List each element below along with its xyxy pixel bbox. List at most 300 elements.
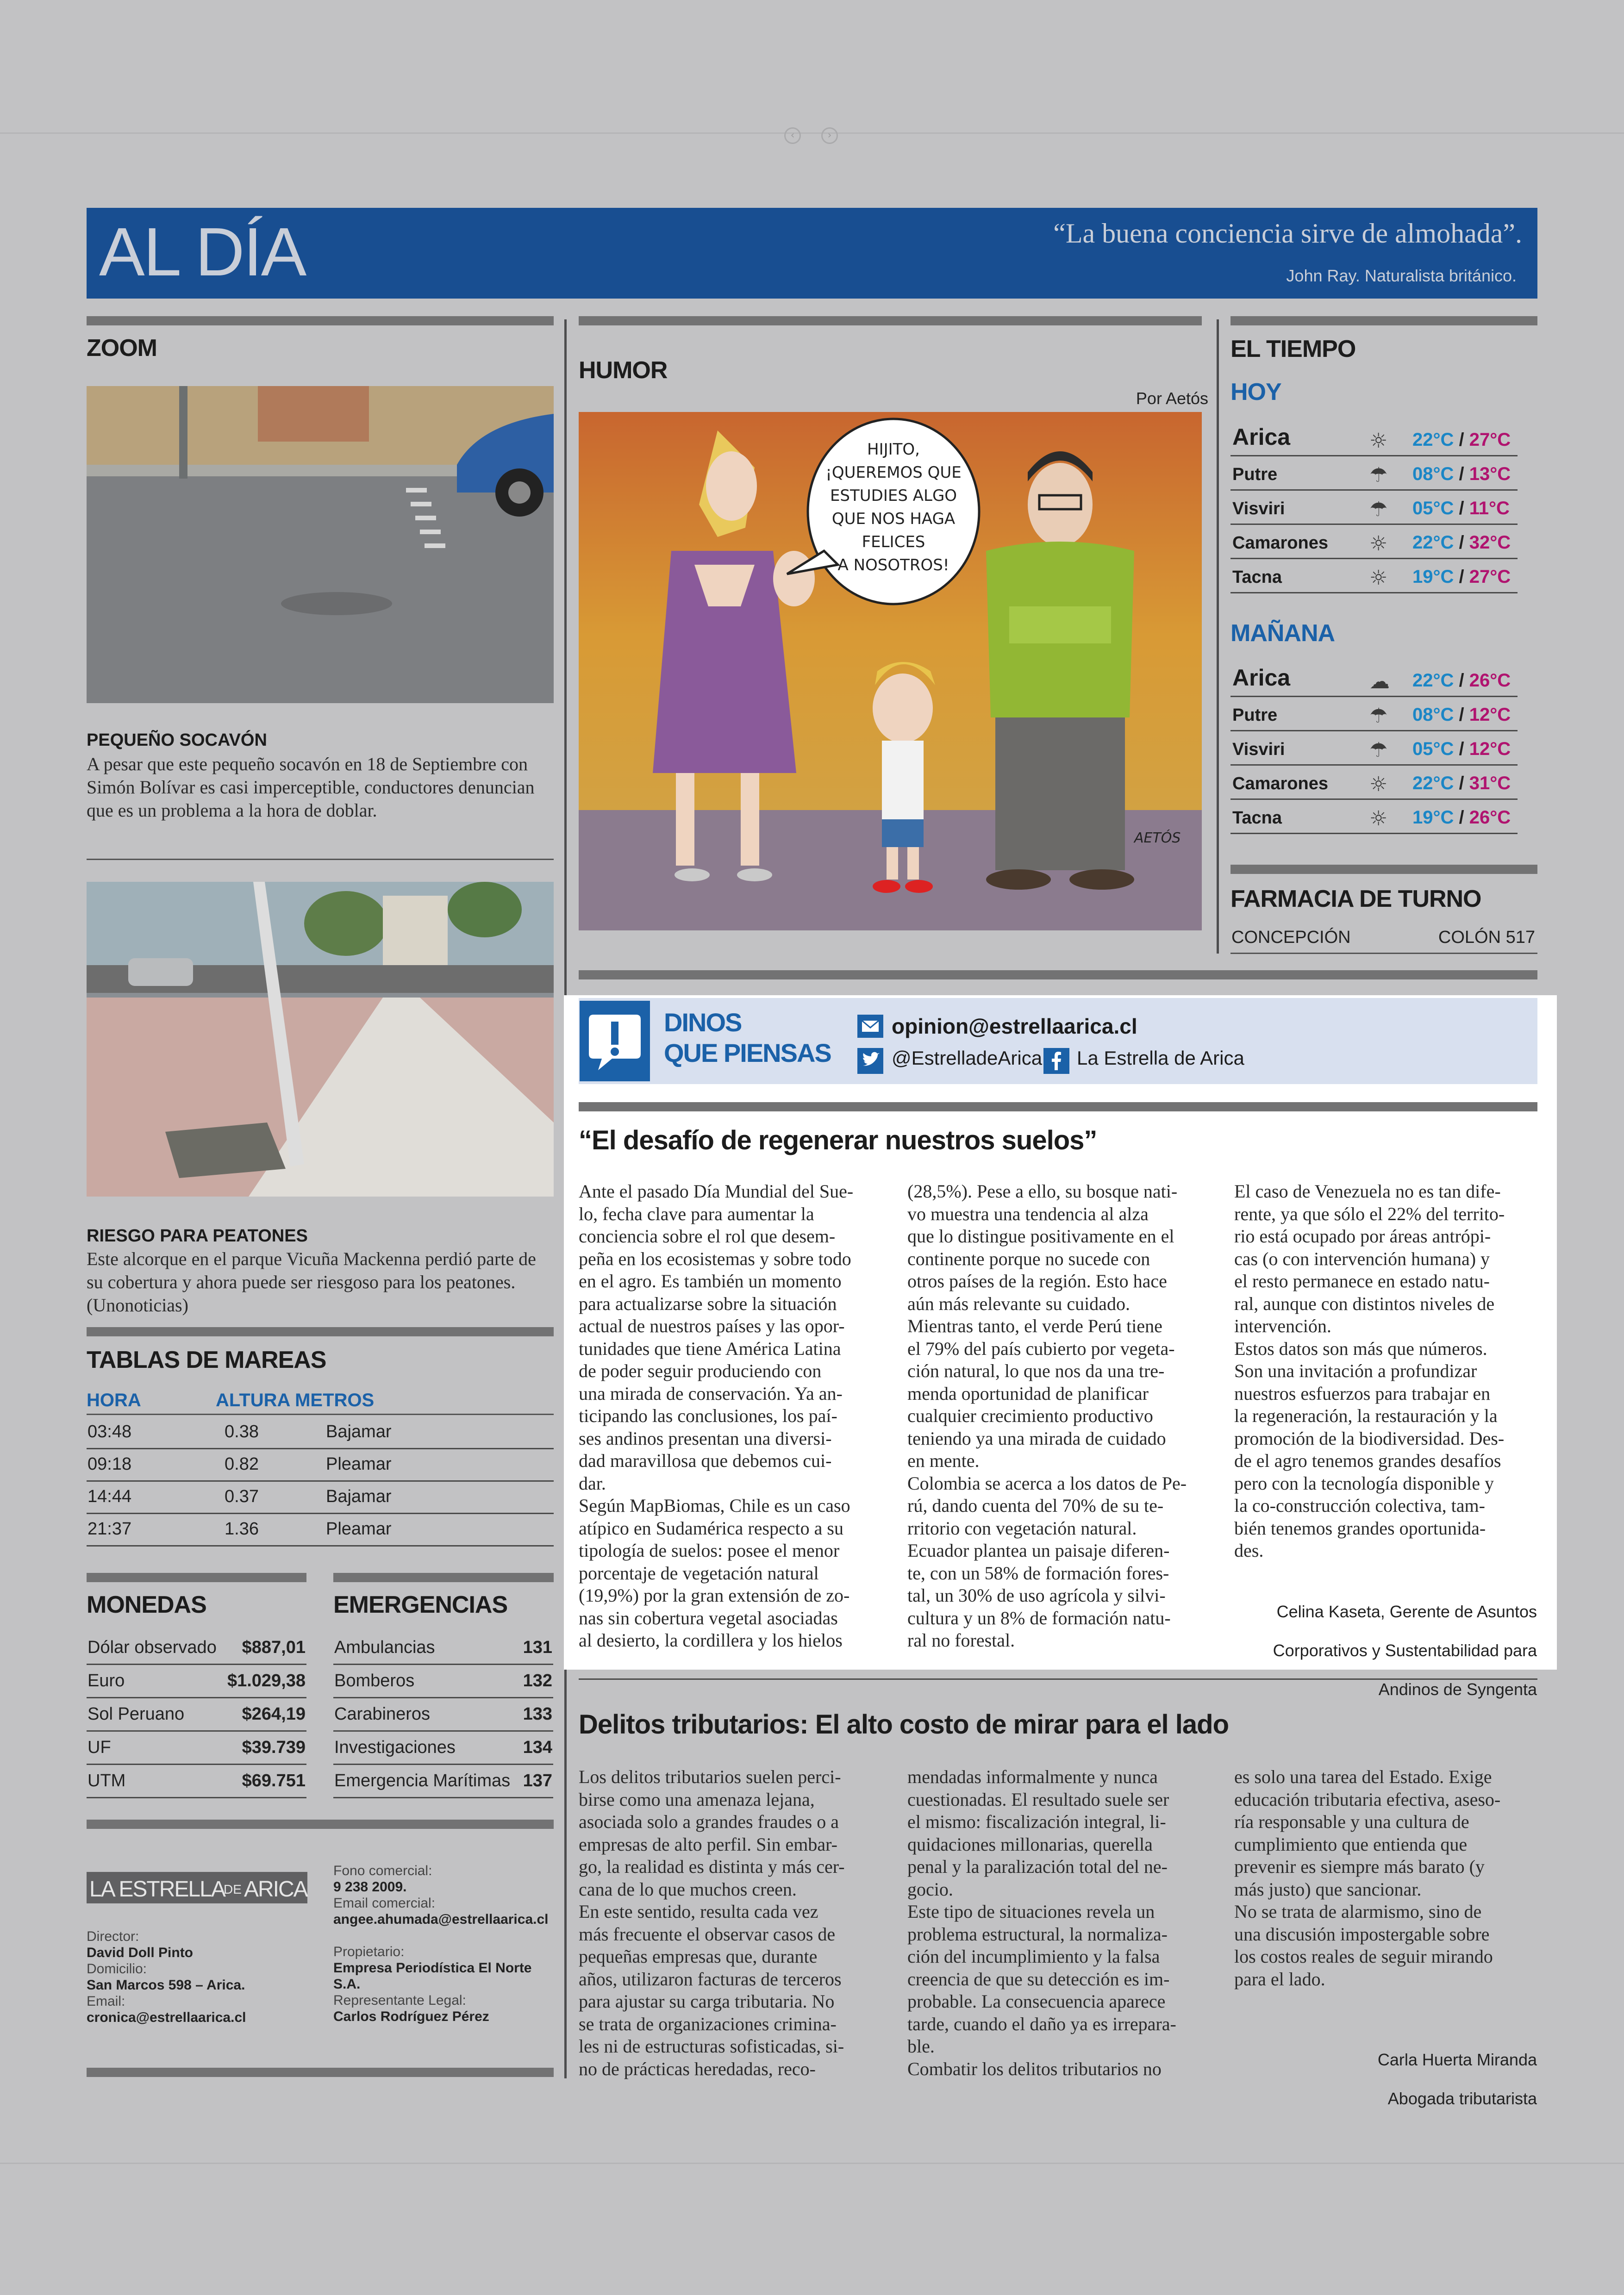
temp-max: 26°C: [1469, 807, 1511, 828]
text-line: dad maravillosa que debemos cui-: [579, 1450, 832, 1471]
city-name: Arica: [1232, 424, 1291, 450]
prev-page-icon[interactable]: ‹: [784, 127, 801, 144]
opinion1-column-3: [1234, 1180, 1540, 1562]
temp-separator: /: [1454, 739, 1469, 759]
text-line: el 79% del país cubierto por vegeta-: [907, 1338, 1175, 1359]
text-line: ticipando las conclusiones, los paí-: [579, 1405, 837, 1426]
text-line: la regeneración, la restauración y la: [1234, 1405, 1498, 1426]
tide-row: [87, 1513, 554, 1547]
storm-icon: ☂: [1369, 463, 1388, 487]
text-line: actual de nuestros países y las opor-: [579, 1316, 845, 1336]
section-rule: [1230, 316, 1537, 325]
text-line: En este sentido, resulta cada vez: [579, 1901, 818, 1922]
row-value: 132: [523, 1671, 552, 1690]
fono-value: 9 238 2009.: [333, 1879, 407, 1895]
text-line: peña en los ecosistemas y sobre todo: [579, 1248, 851, 1269]
text-line: gocio.: [907, 1878, 953, 1900]
feedback-title-line2: QUE PIENSAS: [664, 1038, 831, 1067]
photo2-caption: Este alcorque en el parque Vicuña Mackenna perdió parte de su cobertura y ahora puede ser riesgoso para los peatones. (Unonoticias): [87, 1248, 536, 1316]
text-line: más justo) que sancionar.: [1234, 1878, 1422, 1900]
header-quote-author: John Ray. Naturalista británico.: [1286, 266, 1517, 285]
text-line: rritorio con vegetación natural.: [907, 1517, 1137, 1539]
text-line: conciencia sobre el rol que desem-: [579, 1226, 836, 1247]
bubble-line: ESTUDIES ALGO: [830, 486, 957, 505]
text-line: penal y la paralización total del ne-: [907, 1856, 1168, 1877]
text-line: al desierto, la cordillera y los hielos: [579, 1630, 843, 1651]
director-name: David Doll Pinto: [87, 1945, 194, 1960]
temp-max: 11°C: [1469, 498, 1510, 518]
propietario-label: Propietario:: [333, 1944, 405, 1959]
row-value: 134: [523, 1738, 552, 1757]
opinion1-column-1: [579, 1180, 884, 1652]
section-rule: [87, 316, 554, 325]
text-line: lo, fecha clave para aumentar la: [579, 1203, 814, 1224]
temp-min: 05°C: [1412, 498, 1454, 518]
temp-separator: /: [1454, 773, 1469, 793]
tide-height: 0.82: [225, 1454, 259, 1474]
table-row: [87, 1697, 306, 1732]
weather-row: [1230, 798, 1518, 834]
text-line: tal, un 30% de uso agrícola y silvi-: [907, 1585, 1166, 1606]
section-rule: [579, 316, 1202, 325]
temp-max: 13°C: [1469, 464, 1511, 484]
text-line: problema estructural, la normaliza-: [907, 1923, 1168, 1945]
row-label: Bomberos: [334, 1671, 415, 1690]
text-line: otros países de la región. Esto hace: [907, 1271, 1167, 1291]
temperature-range: [1412, 430, 1511, 450]
humor-author: Por Aetós: [1136, 389, 1208, 408]
feedback-title-line1: DINOS: [664, 1008, 742, 1037]
text-line: para el lado.: [1234, 1968, 1325, 1989]
signature-line: Andinos de Syngenta: [1378, 1680, 1537, 1699]
tides-col-altura: ALTURA METROS: [216, 1390, 375, 1410]
weather-title: EL TIEMPO: [1230, 336, 1356, 362]
opinion2-signature: [1213, 2032, 1537, 2127]
header-quote: “La buena conciencia sirve de almohada”.: [1053, 218, 1522, 249]
text-line: cuestionadas. El resultado suele ser: [907, 1789, 1169, 1810]
weather-row: [1230, 696, 1518, 731]
text-line: aún más relevante su cuidado.: [907, 1293, 1130, 1314]
text-line: teniendo ya una mirada de cuidado: [907, 1428, 1166, 1449]
tide-time: 14:44: [87, 1487, 132, 1506]
text-line: promoción de la biodiversidad. Des-: [1234, 1428, 1505, 1449]
cartoon-signature: AETÓS: [1134, 830, 1181, 846]
text-line: Según MapBiomas, Chile es un caso: [579, 1495, 850, 1516]
logo-text-a: LA ESTRELLA: [89, 1877, 225, 1902]
masthead-left: [87, 1928, 309, 2026]
logo-text-de: DE: [224, 1882, 242, 1896]
text-line: el mismo: fiscalización integral, li-: [907, 1811, 1166, 1832]
sun-cloud-icon: ☼: [1369, 429, 1388, 453]
humor-title: HUMOR: [579, 357, 668, 384]
weather-row: [1230, 489, 1518, 525]
text-line: ral, aunque con distintos niveles de: [1234, 1293, 1495, 1314]
temp-max: 31°C: [1469, 773, 1511, 793]
text-line: cualquier crecimiento productivo: [907, 1405, 1153, 1426]
city-name: Visviri: [1232, 740, 1285, 759]
emergencias-title: EMERGENCIAS: [333, 1591, 508, 1618]
text-line: Colombia se acerca a los datos de Pe-: [907, 1472, 1187, 1494]
table-row: [87, 1664, 306, 1698]
opinion2-column-1: [579, 1766, 884, 2080]
table-row: [87, 1764, 306, 1798]
opinion1-column-2: [907, 1180, 1213, 1652]
pothole-photo: [87, 386, 554, 703]
signature-line: Corporativos y Sustentabilidad para: [1273, 1641, 1537, 1660]
row-value: $1.029,38: [227, 1671, 306, 1690]
mail-icon: [857, 1015, 883, 1038]
row-label: Sol Peruano: [87, 1704, 185, 1724]
exclamation-icon: [580, 1001, 650, 1081]
feedback-facebook[interactable]: La Estrella de Arica: [1077, 1047, 1244, 1069]
table-row: [333, 1630, 553, 1665]
tide-row: [87, 1480, 554, 1514]
text-line: no de prácticas heredadas, reco-: [579, 2058, 816, 2079]
representante-value: Carlos Rodríguez Pérez: [333, 2009, 489, 2024]
temperature-range: [1412, 773, 1511, 794]
pharmacy-address: COLÓN 517: [1438, 928, 1535, 947]
opinion2-title: Delitos tributarios: El alto costo de mirar para el lado: [579, 1709, 1229, 1740]
tides-title: TABLAS DE MAREAS: [87, 1347, 326, 1373]
photo1-caption: A pesar que este pequeño socavón en 18 de Septiembre con Simón Bolívar es casi imperceptible, conductores denuncian que es un problema a la hora de doblar.: [87, 754, 535, 821]
signature-line: Celina Kaseta, Gerente de Asuntos: [1276, 1602, 1537, 1621]
bubble-line: A NOSOTROS!: [837, 556, 949, 574]
facebook-icon: [1043, 1048, 1069, 1074]
text-line: Ecuador plantea un paisaje diferen-: [907, 1540, 1170, 1561]
text-line: una mirada de conservación. Ya an-: [579, 1383, 843, 1404]
temp-min: 08°C: [1412, 705, 1454, 725]
weather-row: [1230, 660, 1518, 697]
text-line: rio está ocupado por áreas antrópi-: [1234, 1226, 1491, 1247]
row-value: 131: [523, 1638, 552, 1657]
section-rule: [87, 1327, 554, 1336]
text-line: nuestros esfuerzos para trabajar en: [1234, 1383, 1491, 1404]
email-com-value[interactable]: angee.ahumada@estrellaarica.cl: [333, 1912, 549, 1927]
row-label: UF: [87, 1738, 111, 1757]
representante-label: Representante Legal:: [333, 1993, 466, 2008]
text-line: ral no forestal.: [907, 1630, 1015, 1651]
text-line: mendadas informalmente y nunca: [907, 1766, 1158, 1787]
temp-min: 22°C: [1412, 773, 1454, 793]
newspaper-logo: [87, 1872, 307, 1903]
cartoon: [579, 412, 1202, 930]
text-line: cana de lo que muchos creen.: [579, 1878, 797, 1900]
domicilio-label: Domicilio:: [87, 1961, 147, 1977]
text-line: porcentaje de vegetación natural: [579, 1562, 819, 1584]
row-value: $887,01: [242, 1638, 306, 1657]
divider: [1230, 953, 1537, 954]
signature-line: Abogada tributarista: [1387, 2089, 1537, 2108]
weather-tomorrow-label: MAÑANA: [1230, 620, 1335, 647]
text-line: ción natural, lo que nos da una tre-: [907, 1360, 1165, 1381]
temp-max: 12°C: [1469, 739, 1511, 759]
text-line: en el agro. Es también un momento: [579, 1271, 842, 1291]
temp-min: 19°C: [1412, 807, 1454, 828]
text-line: te, con un 58% de formación fores-: [907, 1562, 1169, 1584]
text-line: tarde, cuando el daño ya es irrepara-: [907, 2013, 1176, 2034]
text-line: prevenir es siempre más barato (y: [1234, 1856, 1485, 1877]
zoom-title: ZOOM: [87, 335, 157, 362]
photo1-caption-title: PEQUEÑO SOCAVÓN: [87, 730, 267, 750]
tide-type: Bajamar: [326, 1422, 392, 1441]
text-line: rente, ya que sólo el 22% del territo-: [1234, 1203, 1505, 1224]
text-line: para ajustar su carga tributaria. No: [579, 1991, 835, 2012]
row-value: $264,19: [242, 1704, 306, 1724]
sun-cloud-icon: ☼: [1369, 532, 1388, 555]
weather-row: [1230, 455, 1518, 491]
text-line: de poder seguir produciendo con: [579, 1360, 822, 1381]
weather-row: [1230, 730, 1518, 766]
text-line: go, la realidad es distinta y más cer-: [579, 1856, 845, 1877]
text-line: tipología de suelos: posee el menor: [579, 1540, 840, 1561]
divider: [579, 1678, 1537, 1680]
sun-cloud-icon: ☼: [1369, 566, 1388, 590]
propietario-value: Empresa Periodística El Norte S.A.: [333, 1960, 532, 1992]
divider: [87, 859, 554, 860]
section-rule: [87, 1573, 306, 1582]
text-line: probable. La consecuencia aparece: [907, 1991, 1166, 2012]
section-rule: [333, 1573, 554, 1582]
section-rule: [579, 970, 1537, 979]
city-name: Visviri: [1232, 499, 1285, 518]
text-line: rú, dando cuenta del 70% de su te-: [907, 1495, 1164, 1516]
temp-min: 19°C: [1412, 567, 1454, 587]
next-page-icon[interactable]: ›: [821, 127, 838, 144]
text-line: ble.: [907, 2036, 935, 2057]
text-line: (28,5%). Pese a ello, su bosque nati-: [907, 1181, 1178, 1202]
text-line: años, utilizaron facturas de terceros: [579, 1968, 842, 1989]
temp-max: 32°C: [1469, 532, 1511, 553]
temperature-range: [1412, 739, 1511, 760]
temp-separator: /: [1454, 464, 1469, 484]
text-line: Ante el pasado Día Mundial del Sue-: [579, 1181, 854, 1202]
section-rule: [1230, 865, 1537, 874]
text-line: educación tributaria efectiva, aseso-: [1234, 1789, 1501, 1810]
text-line: pequeñas empresas que, durante: [579, 1946, 818, 1967]
text-line: en mente.: [907, 1450, 980, 1471]
city-name: Putre: [1232, 705, 1278, 725]
sidewalk-photo: [87, 882, 554, 1197]
text-line: de el agro tenemos grandes desafíos: [1234, 1450, 1501, 1471]
tide-type: Bajamar: [326, 1487, 392, 1506]
text-line: el resto permanece en estado natu-: [1234, 1271, 1490, 1291]
director-label: Director:: [87, 1929, 139, 1944]
row-value: 137: [523, 1771, 552, 1790]
row-value: 133: [523, 1704, 552, 1724]
temp-separator: /: [1454, 430, 1469, 450]
feedback-title: [664, 1007, 831, 1068]
temperature-range: [1412, 532, 1511, 553]
text-line: Los delitos tributarios suelen perci-: [579, 1766, 841, 1787]
text-line: más frecuente el observar casos de: [579, 1923, 836, 1945]
domicilio-value: San Marcos 598 – Arica.: [87, 1977, 245, 1993]
sun-cloud-icon: ☼: [1369, 773, 1388, 796]
temp-separator: /: [1454, 705, 1469, 725]
tide-row: [87, 1416, 554, 1449]
text-line: les ni de estructuras sofisticadas, si-: [579, 2036, 844, 2057]
table-row: [333, 1697, 553, 1732]
tide-row: [87, 1448, 554, 1482]
monedas-title: MONEDAS: [87, 1591, 206, 1618]
text-line: No se trata de alarmismo, sino de: [1234, 1901, 1482, 1922]
text-line: dar.: [579, 1472, 606, 1494]
bubble-line: FELICES: [862, 533, 925, 551]
row-value: $39.739: [242, 1738, 306, 1757]
text-line: menda oportunidad de planificar: [907, 1383, 1149, 1404]
row-label: Investigaciones: [334, 1738, 456, 1757]
text-line: empresas de alto perfil. Sin embar-: [579, 1834, 838, 1855]
text-line: tunidades que tiene América Latina: [579, 1338, 841, 1359]
pharmacy-title: FARMACIA DE TURNO: [1230, 886, 1481, 912]
text-line: vo muestra una tendencia al alza: [907, 1203, 1149, 1224]
temperature-range: [1412, 705, 1511, 725]
text-line: des.: [1234, 1540, 1264, 1561]
temp-min: 22°C: [1412, 670, 1454, 691]
temp-max: 26°C: [1469, 670, 1511, 691]
text-line: ría responsable y una cultura de: [1234, 1811, 1469, 1832]
temp-min: 22°C: [1412, 532, 1454, 553]
text-line: cumplimiento que entienda que: [1234, 1834, 1468, 1855]
pharmacy-name: CONCEPCIÓN: [1231, 928, 1351, 947]
tide-height: 0.37: [225, 1487, 259, 1506]
storm-sun-icon: ☂: [1369, 738, 1388, 762]
cloud-sun-icon: ☁: [1369, 670, 1390, 693]
tides-col-hora: HORA: [87, 1390, 141, 1410]
temperature-range: [1412, 807, 1511, 828]
text-line: que lo distingue positivamente en el: [907, 1226, 1174, 1247]
city-name: Tacna: [1232, 808, 1282, 828]
temperature-range: [1412, 567, 1511, 587]
table-row: [333, 1730, 553, 1765]
text-line: para actualizarse sobre la situación: [579, 1293, 837, 1314]
opinion1-title: “El desafío de regenerar nuestros suelos”: [579, 1125, 1097, 1155]
temp-min: 22°C: [1412, 430, 1454, 450]
column-divider: [1217, 319, 1219, 954]
weather-row: [1230, 524, 1518, 559]
row-label: Ambulancias: [334, 1638, 435, 1657]
text-line: ción del incumplimiento y la falsa: [907, 1946, 1160, 1967]
storm-icon: ☂: [1369, 498, 1388, 521]
weather-row: [1230, 558, 1518, 593]
tide-time: 03:48: [87, 1422, 132, 1441]
tide-type: Pleamar: [326, 1454, 392, 1474]
feedback-email[interactable]: opinion@estrellaarica.cl: [892, 1014, 1137, 1038]
temp-min: 08°C: [1412, 464, 1454, 484]
email-value[interactable]: cronica@estrellaarica.cl: [87, 2010, 246, 2025]
section-title: AL DÍA: [99, 214, 306, 290]
row-label: UTM: [87, 1771, 126, 1790]
text-line: Mientras tanto, el verde Perú tiene: [907, 1316, 1162, 1336]
twitter-icon: [857, 1048, 883, 1074]
temp-separator: /: [1454, 670, 1469, 691]
table-row: [333, 1764, 553, 1798]
opinion1-signature: [1213, 1584, 1537, 1717]
tide-type: Pleamar: [326, 1519, 392, 1539]
sun-cloud-icon: ☼: [1369, 807, 1388, 830]
weather-row: [1230, 764, 1518, 800]
bubble-line: ¡QUEREMOS QUE: [825, 463, 962, 482]
city-name: Tacna: [1232, 568, 1282, 587]
table-row: [333, 1664, 553, 1698]
opinion2-column-3: [1234, 1766, 1540, 1990]
logo-text-b: ARICA: [244, 1877, 307, 1902]
text-line: cultura y un 8% de formación natu-: [907, 1607, 1171, 1628]
text-line: la co-construcción colectiva, tam-: [1234, 1495, 1485, 1516]
table-row: [87, 1630, 306, 1665]
temp-max: 27°C: [1469, 567, 1511, 587]
bubble-line: QUE NOS HAGA: [831, 510, 956, 528]
tide-time: 21:37: [87, 1519, 132, 1539]
text-line: continente porque no sucede con: [907, 1248, 1150, 1269]
text-line: Este tipo de situaciones revela un: [907, 1901, 1155, 1922]
city-name: Camarones: [1232, 774, 1328, 793]
section-rule: [579, 1102, 1537, 1111]
section-rule: [87, 1820, 554, 1829]
temperature-range: [1412, 670, 1511, 691]
email-com-label: Email comercial:: [333, 1896, 436, 1911]
section-rule: [87, 2068, 554, 2077]
city-name: Camarones: [1232, 533, 1328, 553]
city-name: Putre: [1232, 465, 1278, 484]
temp-separator: /: [1454, 807, 1469, 828]
tide-height: 1.36: [225, 1519, 259, 1539]
text-line: Estos datos son más que números.: [1234, 1338, 1487, 1359]
temp-separator: /: [1454, 532, 1469, 553]
temp-max: 12°C: [1469, 705, 1511, 725]
text-line: una discusión impostergable sobre: [1234, 1923, 1490, 1945]
text-line: birse como una amenaza lejana,: [579, 1789, 815, 1810]
text-line: nas sin cobertura vegetal asociadas: [579, 1607, 838, 1628]
temperature-range: [1412, 498, 1510, 519]
bubble-line: HIJITO,: [867, 440, 920, 459]
weather-today-label: HOY: [1230, 379, 1281, 405]
divider: [87, 1414, 554, 1415]
city-name: Arica: [1232, 665, 1291, 691]
temp-separator: /: [1454, 567, 1469, 587]
text-line: cas (o con intervención humana) y: [1234, 1248, 1490, 1269]
temp-min: 05°C: [1412, 739, 1454, 759]
text-line: quidaciones millonarias, querella: [907, 1834, 1153, 1855]
row-value: $69.751: [242, 1771, 306, 1790]
table-row: [87, 1730, 306, 1765]
text-line: es solo una tarea del Estado. Exige: [1234, 1766, 1492, 1787]
masthead-right: [333, 1863, 556, 2025]
opinion2-column-2: [907, 1766, 1213, 2080]
text-line: pero con la tecnología disponible y: [1234, 1472, 1494, 1494]
feedback-twitter[interactable]: @EstrelladeArica: [892, 1047, 1043, 1069]
tide-height: 0.38: [225, 1422, 259, 1441]
fono-label: Fono comercial:: [333, 1863, 432, 1878]
row-label: Dólar observado: [87, 1638, 217, 1657]
weather-row: [1230, 419, 1518, 456]
text-line: atípico en Sudamérica respecto a su: [579, 1517, 843, 1539]
text-line: bién tenemos grandes oportunida-: [1234, 1517, 1486, 1539]
row-label: Euro: [87, 1671, 125, 1690]
text-line: asociada solo a grandes fraudes o a: [579, 1811, 839, 1832]
row-label: Emergencia Marítimas: [334, 1771, 511, 1790]
text-line: se trata de organizaciones crimina-: [579, 2013, 837, 2034]
tide-time: 09:18: [87, 1454, 132, 1474]
text-line: El caso de Venezuela no es tan dife-: [1234, 1181, 1501, 1202]
text-line: creencia de que su detección es im-: [907, 1968, 1170, 1989]
text-line: los costos reales de seguir mirando: [1234, 1946, 1493, 1967]
text-line: (19,9%) por la gran extensión de zo-: [579, 1585, 850, 1606]
photo2-caption-title: RIESGO PARA PEATONES: [87, 1226, 308, 1246]
signature-line: Carla Huerta Miranda: [1377, 2050, 1537, 2069]
storm-icon: ☂: [1369, 704, 1388, 728]
text-line: Son una invitación a profundizar: [1234, 1360, 1477, 1381]
email-label: Email:: [87, 1994, 125, 2009]
